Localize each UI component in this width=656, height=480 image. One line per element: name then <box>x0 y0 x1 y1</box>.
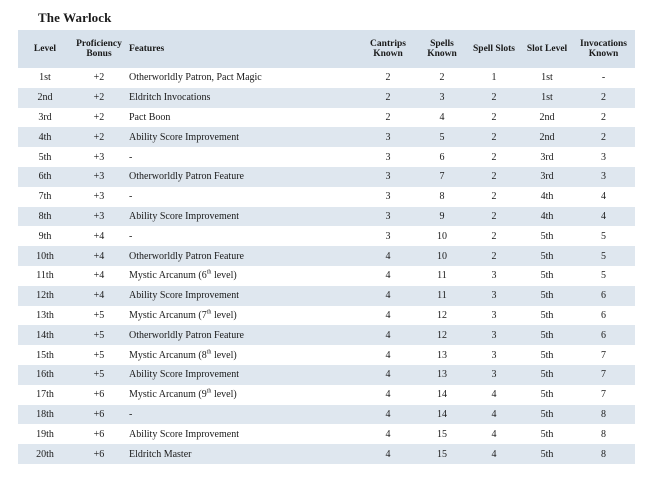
table-title: The Warlock <box>38 10 112 25</box>
cell-spell-slots: 3 <box>491 369 497 381</box>
cell-spell-slots: 2 <box>491 171 497 183</box>
cell-spell-slots: 3 <box>491 290 497 302</box>
cell-cantrips: 4 <box>385 369 391 381</box>
cell-slot-level: 1st <box>541 92 553 104</box>
table-row <box>18 187 635 207</box>
cell-proficiency: +4 <box>93 290 105 302</box>
cell-spell-slots: 3 <box>491 349 497 361</box>
cell-slot-level: 5th <box>540 428 554 440</box>
cell-cantrips: 3 <box>385 191 391 203</box>
cell-slot-level: 5th <box>540 369 554 381</box>
table-row <box>18 286 635 306</box>
cell-proficiency: +6 <box>93 389 105 401</box>
cell-invocations: 2 <box>601 92 606 104</box>
cell-level: 7th <box>38 191 52 203</box>
cell-level: 12th <box>36 290 54 302</box>
cell-slot-level: 4th <box>540 191 554 203</box>
cell-spells: 10 <box>437 230 447 242</box>
table-row <box>18 345 635 365</box>
cell-proficiency: +3 <box>93 171 105 183</box>
cell-proficiency: +6 <box>93 408 105 420</box>
col-proficiency: Proficiency Bonus <box>76 39 122 59</box>
cell-spells: 11 <box>437 290 447 302</box>
cell-cantrips: 2 <box>385 111 391 123</box>
cell-spell-slots: 4 <box>491 428 497 440</box>
cell-cantrips: 4 <box>385 270 391 282</box>
cell-proficiency: +3 <box>93 191 105 203</box>
table-row <box>18 68 635 88</box>
cell-spells: 13 <box>437 369 447 381</box>
cell-cantrips: 2 <box>385 92 391 104</box>
table-row <box>18 147 635 167</box>
header-row <box>18 30 635 68</box>
cell-spells: 7 <box>439 171 445 183</box>
cell-cantrips: 4 <box>385 389 391 401</box>
cell-feature: Ability Score Improvement <box>129 131 239 143</box>
cell-cantrips: 4 <box>385 408 391 420</box>
cell-feature: - <box>129 151 133 163</box>
cell-spells: 6 <box>439 151 445 163</box>
cell-proficiency: +3 <box>93 210 105 222</box>
cell-proficiency: +6 <box>93 428 105 440</box>
cell-invocations: 4 <box>601 210 606 222</box>
cell-cantrips: 3 <box>385 210 391 222</box>
cell-level: 4th <box>38 131 52 143</box>
cell-feature: Pact Boon <box>129 111 171 123</box>
cell-invocations: 8 <box>601 428 606 440</box>
col-features: Features <box>129 44 165 54</box>
cell-feature: Otherworldly Patron, Pact Magic <box>129 72 262 84</box>
cell-invocations: 5 <box>601 230 606 242</box>
cell-spells: 11 <box>437 270 447 282</box>
cell-proficiency: +5 <box>93 329 105 341</box>
cell-slot-level: 5th <box>540 349 554 361</box>
cell-spells: 14 <box>437 408 447 420</box>
table-row <box>18 405 635 425</box>
cell-feature: Eldritch Master <box>129 448 192 460</box>
cell-spell-slots: 2 <box>491 210 497 222</box>
cell-spell-slots: 3 <box>491 329 497 341</box>
table-row <box>18 246 635 266</box>
cell-feature: - <box>129 230 133 242</box>
cell-spell-slots: 2 <box>491 250 497 262</box>
cell-cantrips: 4 <box>385 428 391 440</box>
col-cantrips: Cantrips Known <box>370 39 406 59</box>
cell-spell-slots: 4 <box>491 448 497 460</box>
cell-slot-level: 5th <box>540 270 554 282</box>
cell-spell-slots: 4 <box>491 408 497 420</box>
cell-cantrips: 4 <box>385 250 391 262</box>
cell-spell-slots: 2 <box>491 230 497 242</box>
cell-feature: Ability Score Improvement <box>129 210 239 222</box>
cell-slot-level: 2nd <box>539 131 555 143</box>
cell-slot-level: 5th <box>540 448 554 460</box>
cell-spells: 12 <box>437 309 447 321</box>
cell-proficiency: +3 <box>93 151 105 163</box>
cell-feature: Mystic Arcanum (6th level) <box>129 270 237 282</box>
cell-invocations: 5 <box>601 270 606 282</box>
cell-proficiency: +2 <box>93 72 105 84</box>
cell-invocations: 3 <box>601 171 606 183</box>
cell-slot-level: 3rd <box>540 151 554 163</box>
table-row <box>18 424 635 444</box>
cell-level: 9th <box>38 230 52 242</box>
cell-level: 11th <box>36 270 54 282</box>
cell-spell-slots: 4 <box>491 389 497 401</box>
cell-invocations: 2 <box>601 131 606 143</box>
cell-cantrips: 4 <box>385 290 391 302</box>
cell-feature: Ability Score Improvement <box>129 428 239 440</box>
table-row <box>18 127 635 147</box>
cell-feature: Mystic Arcanum (7th level) <box>129 309 237 321</box>
cell-level: 13th <box>36 309 54 321</box>
cell-invocations: 8 <box>601 448 606 460</box>
cell-level: 5th <box>38 151 52 163</box>
cell-feature: Otherworldly Patron Feature <box>129 171 244 183</box>
cell-slot-level: 5th <box>540 389 554 401</box>
cell-level: 10th <box>36 250 54 262</box>
table-row <box>18 385 635 405</box>
cell-level: 2nd <box>37 92 53 104</box>
cell-cantrips: 4 <box>385 329 391 341</box>
table-row <box>18 167 635 187</box>
cell-level: 15th <box>36 349 54 361</box>
cell-slot-level: 5th <box>540 408 554 420</box>
cell-level: 17th <box>36 389 54 401</box>
table-row <box>18 325 635 345</box>
cell-feature: Otherworldly Patron Feature <box>129 250 244 262</box>
cell-cantrips: 4 <box>385 309 391 321</box>
table-row <box>18 207 635 227</box>
cell-spell-slots: 2 <box>491 131 497 143</box>
cell-invocations: 7 <box>601 369 606 381</box>
cell-proficiency: +5 <box>93 349 105 361</box>
col-level: Level <box>33 44 57 54</box>
cell-cantrips: 3 <box>385 131 391 143</box>
cell-level: 8th <box>38 210 52 222</box>
cell-cantrips: 4 <box>385 349 391 361</box>
cell-level: 14th <box>36 329 54 341</box>
cell-slot-level: 5th <box>540 309 554 321</box>
table-row <box>18 365 635 385</box>
cell-level: 1st <box>39 72 51 84</box>
cell-feature: Ability Score Improvement <box>129 369 239 381</box>
cell-invocations: 6 <box>601 329 606 341</box>
cell-spells: 13 <box>437 349 447 361</box>
cell-proficiency: +4 <box>93 230 105 242</box>
cell-spells: 9 <box>439 210 445 222</box>
cell-invocations: 7 <box>601 349 606 361</box>
cell-feature: - <box>129 191 133 203</box>
cell-slot-level: 3rd <box>540 171 554 183</box>
cell-spells: 12 <box>437 329 447 341</box>
cell-invocations: 6 <box>601 290 606 302</box>
cell-slot-level: 5th <box>540 230 554 242</box>
col-spells: Spells Known <box>427 39 457 59</box>
cell-spells: 3 <box>439 92 445 104</box>
cell-spells: 8 <box>439 191 445 203</box>
cell-spells: 2 <box>439 72 445 84</box>
cell-level: 6th <box>38 171 52 183</box>
cell-slot-level: 5th <box>540 329 554 341</box>
cell-proficiency: +4 <box>93 250 105 262</box>
cell-spells: 10 <box>437 250 447 262</box>
cell-proficiency: +6 <box>93 448 105 460</box>
cell-slot-level: 1st <box>541 72 553 84</box>
warlock-table <box>18 30 635 464</box>
table-row <box>18 226 635 246</box>
cell-cantrips: 3 <box>385 171 391 183</box>
cell-proficiency: +4 <box>93 270 105 282</box>
table-row <box>18 444 635 464</box>
cell-spells: 5 <box>439 131 445 143</box>
cell-slot-level: 2nd <box>539 111 555 123</box>
cell-spell-slots: 2 <box>491 92 497 104</box>
cell-spells: 15 <box>437 428 447 440</box>
cell-invocations: 3 <box>601 151 606 163</box>
cell-level: 20th <box>36 448 54 460</box>
cell-slot-level: 5th <box>540 250 554 262</box>
table-row <box>18 306 635 326</box>
cell-level: 19th <box>36 428 54 440</box>
col-invocations: Invocations Known <box>580 39 627 59</box>
cell-invocations: 8 <box>601 408 606 420</box>
cell-proficiency: +2 <box>93 131 105 143</box>
cell-spell-slots: 1 <box>491 72 497 84</box>
cell-cantrips: 2 <box>385 72 391 84</box>
cell-invocations: 4 <box>601 191 606 203</box>
cell-slot-level: 5th <box>540 290 554 302</box>
cell-proficiency: +5 <box>93 309 105 321</box>
cell-proficiency: +2 <box>93 92 105 104</box>
cell-level: 3rd <box>38 111 52 123</box>
cell-cantrips: 3 <box>385 230 391 242</box>
cell-invocations: 2 <box>601 111 606 123</box>
cell-cantrips: 3 <box>385 151 391 163</box>
cell-spells: 4 <box>439 111 445 123</box>
cell-spell-slots: 3 <box>491 270 497 282</box>
cell-level: 16th <box>36 369 54 381</box>
cell-feature: Otherworldly Patron Feature <box>129 329 244 341</box>
cell-spell-slots: 3 <box>491 309 497 321</box>
cell-proficiency: +2 <box>93 111 105 123</box>
cell-level: 18th <box>36 408 54 420</box>
cell-invocations: 7 <box>601 389 606 401</box>
cell-slot-level: 4th <box>540 210 554 222</box>
cell-spell-slots: 2 <box>491 151 497 163</box>
cell-feature: Mystic Arcanum (9th level) <box>129 388 237 401</box>
table-row <box>18 88 635 108</box>
table-row <box>18 266 635 286</box>
cell-spell-slots: 2 <box>491 111 497 123</box>
cell-proficiency: +5 <box>93 369 105 381</box>
cell-invocations: 5 <box>601 250 606 262</box>
cell-feature: - <box>129 408 133 420</box>
cell-feature: Mystic Arcanum (8th level) <box>129 349 237 361</box>
cell-spell-slots: 2 <box>491 191 497 203</box>
cell-cantrips: 4 <box>385 448 391 460</box>
cell-spells: 15 <box>437 448 447 460</box>
col-slots: Spell Slots <box>473 44 515 54</box>
col-slot-level: Slot Level <box>526 44 568 54</box>
cell-invocations: 6 <box>601 309 606 321</box>
table-row <box>18 108 635 128</box>
cell-feature: Ability Score Improvement <box>129 290 239 302</box>
cell-spells: 14 <box>437 389 447 401</box>
cell-invocations: - <box>601 72 606 84</box>
cell-feature: Eldritch Invocations <box>129 92 211 104</box>
